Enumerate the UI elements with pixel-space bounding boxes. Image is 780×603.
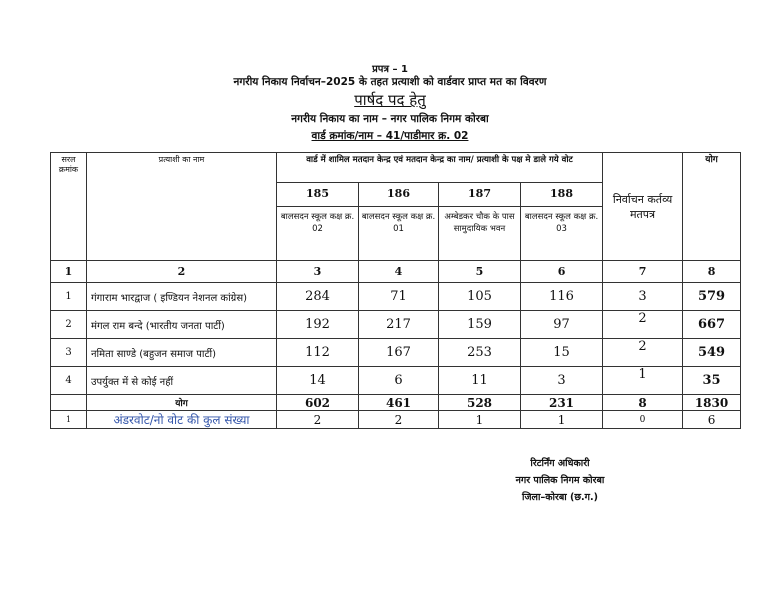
total-header: योग: [683, 153, 741, 261]
votes-186: 167: [359, 339, 439, 367]
total-187: 528: [439, 395, 521, 411]
votes-188: 3: [521, 367, 603, 395]
duty-votes: 1: [603, 367, 683, 395]
booth-name-187: अम्बेडकर चौक के पास सामुदायिक भवन: [439, 207, 521, 261]
votes-187: 11: [439, 367, 521, 395]
votes-185: 14: [277, 367, 359, 395]
column-number: 5: [439, 261, 521, 283]
column-number: 8: [683, 261, 741, 283]
undervote-duty: 0: [603, 411, 683, 429]
candidate-name: गंगाराम भारद्वाज ( इण्डियन नेशनल कांग्रेस): [87, 283, 277, 311]
total-duty: 8: [603, 395, 683, 411]
candidate-name: उपर्युक्त में से कोई नहीं: [87, 367, 277, 395]
undervote-188: 1: [521, 411, 603, 429]
booth-number-185: 185: [277, 183, 359, 207]
votes-185: 112: [277, 339, 359, 367]
total-188: 231: [521, 395, 603, 411]
votes-187: 159: [439, 311, 521, 339]
votes-188: 15: [521, 339, 603, 367]
grand-total: 1830: [683, 395, 741, 411]
duty-votes: 2: [603, 339, 683, 367]
booth-name-186: बालसदन स्कूल कक्ष क्र. 01: [359, 207, 439, 261]
totals-empty: [51, 395, 87, 411]
total-votes: 35: [683, 367, 741, 395]
undervote-185: 2: [277, 411, 359, 429]
undervote-row: [51, 411, 741, 429]
column-number: 3: [277, 261, 359, 283]
column-number: 2: [87, 261, 277, 283]
totals-label: योग: [87, 395, 277, 411]
signature-district: जिला–कोरबा (छ.ग.): [522, 492, 598, 503]
table-row: [51, 367, 741, 395]
column-number: 6: [521, 261, 603, 283]
total-votes: 549: [683, 339, 741, 367]
table-row: [51, 311, 741, 339]
booth-number-186: 186: [359, 183, 439, 207]
candidate-header: प्रत्याशी का नाम: [87, 153, 277, 261]
column-number-row: [51, 261, 741, 283]
row-serial: 3: [51, 339, 87, 367]
undervote-186: 2: [359, 411, 439, 429]
votes-186: 217: [359, 311, 439, 339]
column-number: 7: [603, 261, 683, 283]
booth-number-187: 187: [439, 183, 521, 207]
duty-votes: 3: [603, 283, 683, 311]
serial-header: सरल क्रमांक: [51, 153, 87, 261]
undervote-total: 6: [683, 411, 741, 429]
candidate-name: मंगल राम बन्दे (भारतीय जनता पार्टी): [87, 311, 277, 339]
booth-group-header: वार्ड में शामिल मतदान केन्द्र एवं मतदान केन्द्र का नाम/ प्रत्याशी के पक्ष मे डाले गये वोट: [277, 153, 603, 183]
report-heading: नगरीय निकाय निर्वाचन–2025 के तहत प्रत्याशी को वार्डवार प्राप्त मत का विवरण: [233, 76, 547, 88]
booth-name-188: बालसदन स्कूल कक्ष क्र. 03: [521, 207, 603, 261]
row-serial: 1: [51, 283, 87, 311]
row-serial: 2: [51, 311, 87, 339]
duty-ballot-header: निर्वाचन कर्तव्य मतपत्र: [603, 153, 683, 261]
total-186: 461: [359, 395, 439, 411]
candidate-name: नमिता साण्डे (बहुजन समाज पार्टी): [87, 339, 277, 367]
booth-number-188: 188: [521, 183, 603, 207]
votes-187: 253: [439, 339, 521, 367]
ward-name: [0, 129, 780, 143]
votes-186: 71: [359, 283, 439, 311]
duty-votes: 2: [603, 311, 683, 339]
ward-name-text: वार्ड क्रमांक/नाम – 41/पाडीमार क्र. 02: [311, 130, 469, 142]
votes-186: 6: [359, 367, 439, 395]
table-row: [51, 283, 741, 311]
body-name: नगरीय निकाय का नाम – नगर पालिक निगम कोरबा: [291, 113, 489, 125]
total-votes: 579: [683, 283, 741, 311]
booth-name-185: बालसदन स्कूल कक्ष क्र. 02: [277, 207, 359, 261]
table-row: [51, 339, 741, 367]
totals-row: [51, 395, 741, 411]
signature-office: नगर पालिक निगम कोरबा: [515, 475, 605, 486]
row-serial: 4: [51, 367, 87, 395]
undervote-label: अंडरवोट/नो वोट की कुल संख्या: [87, 411, 277, 429]
post-title: [0, 90, 780, 110]
column-number: 4: [359, 261, 439, 283]
votes-188: 97: [521, 311, 603, 339]
column-number: 1: [51, 261, 87, 283]
total-185: 602: [277, 395, 359, 411]
total-votes: 667: [683, 311, 741, 339]
votes-table: [50, 152, 741, 429]
votes-185: 192: [277, 311, 359, 339]
signature-title: रिटर्निंग अधिकारी: [530, 458, 590, 469]
form-number: प्रपत्र – 1: [372, 64, 408, 75]
votes-185: 284: [277, 283, 359, 311]
post-title-text: पार्षद पद हेतु: [354, 91, 426, 109]
row-serial: 1: [51, 411, 87, 429]
votes-187: 105: [439, 283, 521, 311]
votes-188: 116: [521, 283, 603, 311]
undervote-187: 1: [439, 411, 521, 429]
